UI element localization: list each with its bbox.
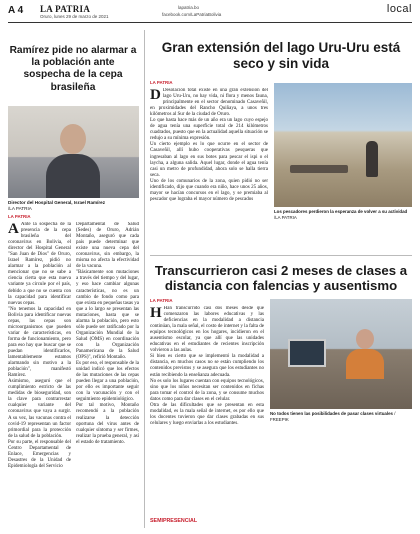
left-p2: "No tenemos la capacidad en Bolivia para identificar nuevas cepas, las cepas son microorganismos que pueden variar de características, en forma de funcionamiento, pero para eso hay que buscar que se puedan identificarlos, lamentablemente estamos alarmando sin motivo a la población", manifestó Ramírez. [8, 306, 71, 379]
laptop-shape [288, 339, 326, 367]
left-col-2 [76, 222, 139, 532]
lake-photo [274, 83, 412, 207]
page-number: A 4 [8, 5, 24, 16]
section-label: local [386, 3, 412, 15]
classes-caption-credit: / FREEPIK [270, 411, 396, 422]
classes-p4: Otra de las dificultades que se presentan en esta modalidad, es la mala señal de internet, es por ello que los docentes tuvieron que dar clases grabadas en sus celulares y luego enviarlas a los estudiantes. [150, 402, 264, 426]
lake-caption-text: Los pescadores perdieron la esperanza de volver a su actividad [274, 209, 408, 214]
lake-caption-credit: /LA PATRIA [274, 215, 297, 220]
classes-col-2 [270, 420, 412, 528]
left-p1: Ante la sospecha de la presencia de la cepa brasileña del coronavirus en Bolivia, el director del Hospital General "San Juan de Dios" de Oruro, Israel Ramírez, pidió no alarmar a la población al mencionar que no se sabe a ciencia cierta que esta nueva variante ya circule por el país, debido a que no se cuenta con la capacidad para identificar nuevas cepas. [8, 222, 71, 306]
classes-p1: Han transcurrido casi dos meses desde que comenzaron las labores educativas y las deficiencias en la modalidad a distancia continúan, la mala señal, el costo de internet y la falta de equipos tecnológicos en los hogares, incidieron en el ausentismo escolar, ya que allí que las unidades educativas en el estudiantes de recientes inscripción volvieron a las aulas. [150, 306, 264, 354]
left-caption-text: Director del Hospital General, Israel Ramírez [8, 200, 106, 205]
left-p6: "Básicamente son mutaciones a través del tiempo y del lugar, y eso hace cambiar algunas características, no es un cambio de fondo como para que exista en pequeñas tasas ya que a lo largo se presentan las mutaciones, hasta que se alarma la población, pero esto sólo puede ser ratificado por la Organización Mundial de la Salud (OMS) en coordinación con la Organización Panamericana de la Salud (OPS)", refirió Montaño. [76, 270, 139, 361]
lake-col-1 [150, 88, 268, 250]
classes-subhead: SEMIPRESENCIAL [150, 518, 198, 524]
lake-p4: Uno de los comunarios de la zona, quien pidió no ser identificado, dijo que cuando era niño, hace unos 25 años, mayor se hacían concursos en el lago, y se premiaba al pescador que lograba el mayor número de pescados [150, 178, 268, 202]
lake-article-title: Gran extensión del lago Uru-Uru está seco y sin vida [161, 40, 401, 71]
left-caption-credit: /LA PATRIA [8, 206, 32, 211]
article-divider [150, 255, 412, 256]
newspaper-logo: LA PATRIA [40, 4, 91, 14]
left-p5: Departamental de Salud (Sedes) de Oruro, Adrián Montaño, aseguró que cada país puede determinar que existe una nueva cepa del coronavirus, sin embargo, la misma no afecta la efectividad de la vacuna. [76, 222, 139, 270]
classes-p2: Si bien es cierto que se implementó la modalidad a distancia, en muchos casos no se están cumpliendo los contenidos previstos y se asegura que los estudiantes no están recibiendo la enseñanza adecuada. [150, 354, 264, 378]
classes-author: LA PATRIA [150, 298, 173, 303]
header-rule [8, 22, 412, 23]
left-p3: Asimismo, aseguró que el cumplimiento estricto de las medidas de bioseguridad, son la clave para contrarrestar cualquier variante del coronavirus que vaya a surgir. A su vez, las vacunas contra el covid-19 representan un factor primordial para la protección de la salud de la población. [8, 379, 71, 439]
classes-caption-text: No todos tienen las posibilidades de pasar clases virtuales [270, 411, 393, 416]
left-p7: Es por eso, el responsable de la unidad indicó que los efectos de las mutaciones de las cepas pueden llegar a una población, por ello es importante seguir con la vacunación y con el seguimiento epidemiológico. [76, 361, 139, 403]
director-photo [8, 106, 139, 198]
column-divider [144, 30, 145, 528]
left-photo-caption [8, 200, 140, 212]
director-head [60, 124, 86, 154]
lake-author: LA PATRIA [150, 80, 173, 85]
left-article-title: Ramírez pide no alarmar a la población ante sospecha de la cepa brasileña [9, 45, 137, 93]
facebook-link[interactable]: facebook.com/LaPatriaBolivia [162, 12, 222, 17]
lake-col-2 [274, 220, 412, 252]
classes-article-title: Transcurrieron casi 2 meses de clases a distancia con falencias y ausentismo [154, 263, 408, 294]
left-p4: Por su parte, el responsable del Centro Departamental de Enlace, Emergencias y Desastres de la Unidad de Epidemiología del Servicio [8, 439, 71, 469]
fisherman-shape [366, 141, 378, 177]
classes-photo [270, 299, 412, 409]
classes-p3: No es solo los lugares cuentan con equipos tecnológicos, sino que los niños necesitan ser contenidos en fichas para tomar el control de la zona, y se consume muchos datos como para dar clases en el celular. [150, 378, 264, 402]
issue-date: Oruro, lunes 29 de marzo de 2021 [40, 14, 109, 19]
left-col-1 [8, 222, 71, 532]
lake-p2: Lo que hasta hace más de un año era un lago cuyo espejo de agua tenía una superficie total de 214 kilómetros cuadrados, puesto que en la actualidad aquella situación se redujo a su mínima expresión. [150, 118, 268, 142]
left-dropcap: A [8, 222, 19, 237]
lake-p1: Desolación total existe en una gran extensión del lago Uru-Uru, no hay vida, ni flora y menos fauna, principalmente en el sector denominado Casaveñil, en proximidades del Rancho Quiñaya, a unos tres kilómetros al Sur de la ciudad de Oruro. [150, 88, 268, 118]
lake-dropcap: D [150, 88, 161, 103]
child-body [346, 349, 384, 379]
classes-col-1 [150, 306, 264, 528]
director-body [46, 154, 100, 198]
left-p8: Por tal motivo, Montaño recomendó a la población realizarse la detección oportuna del virus antes de cualquier síntoma y ser firmes, realizar la prueba general, y así el estado de tratamiento. [76, 403, 139, 445]
classes-dropcap: H [150, 306, 162, 321]
left-author: LA PATRIA [8, 214, 31, 219]
website-link[interactable]: lapatria.bo [178, 5, 200, 10]
boat-shape [290, 165, 348, 173]
lake-p3: Un cierto ejemplo es lo que ocurre en el sector de Casaveñil, allí hubo cooperativas pesqueras que ingresaban al lago en sus botes para pescar el ispi o el laycha, a alguna salida. Aquel lugar, donde el agua tenía casi un metro de profundidad, ahora solo se halla tierra seca. [150, 142, 268, 178]
child-head [356, 329, 374, 349]
